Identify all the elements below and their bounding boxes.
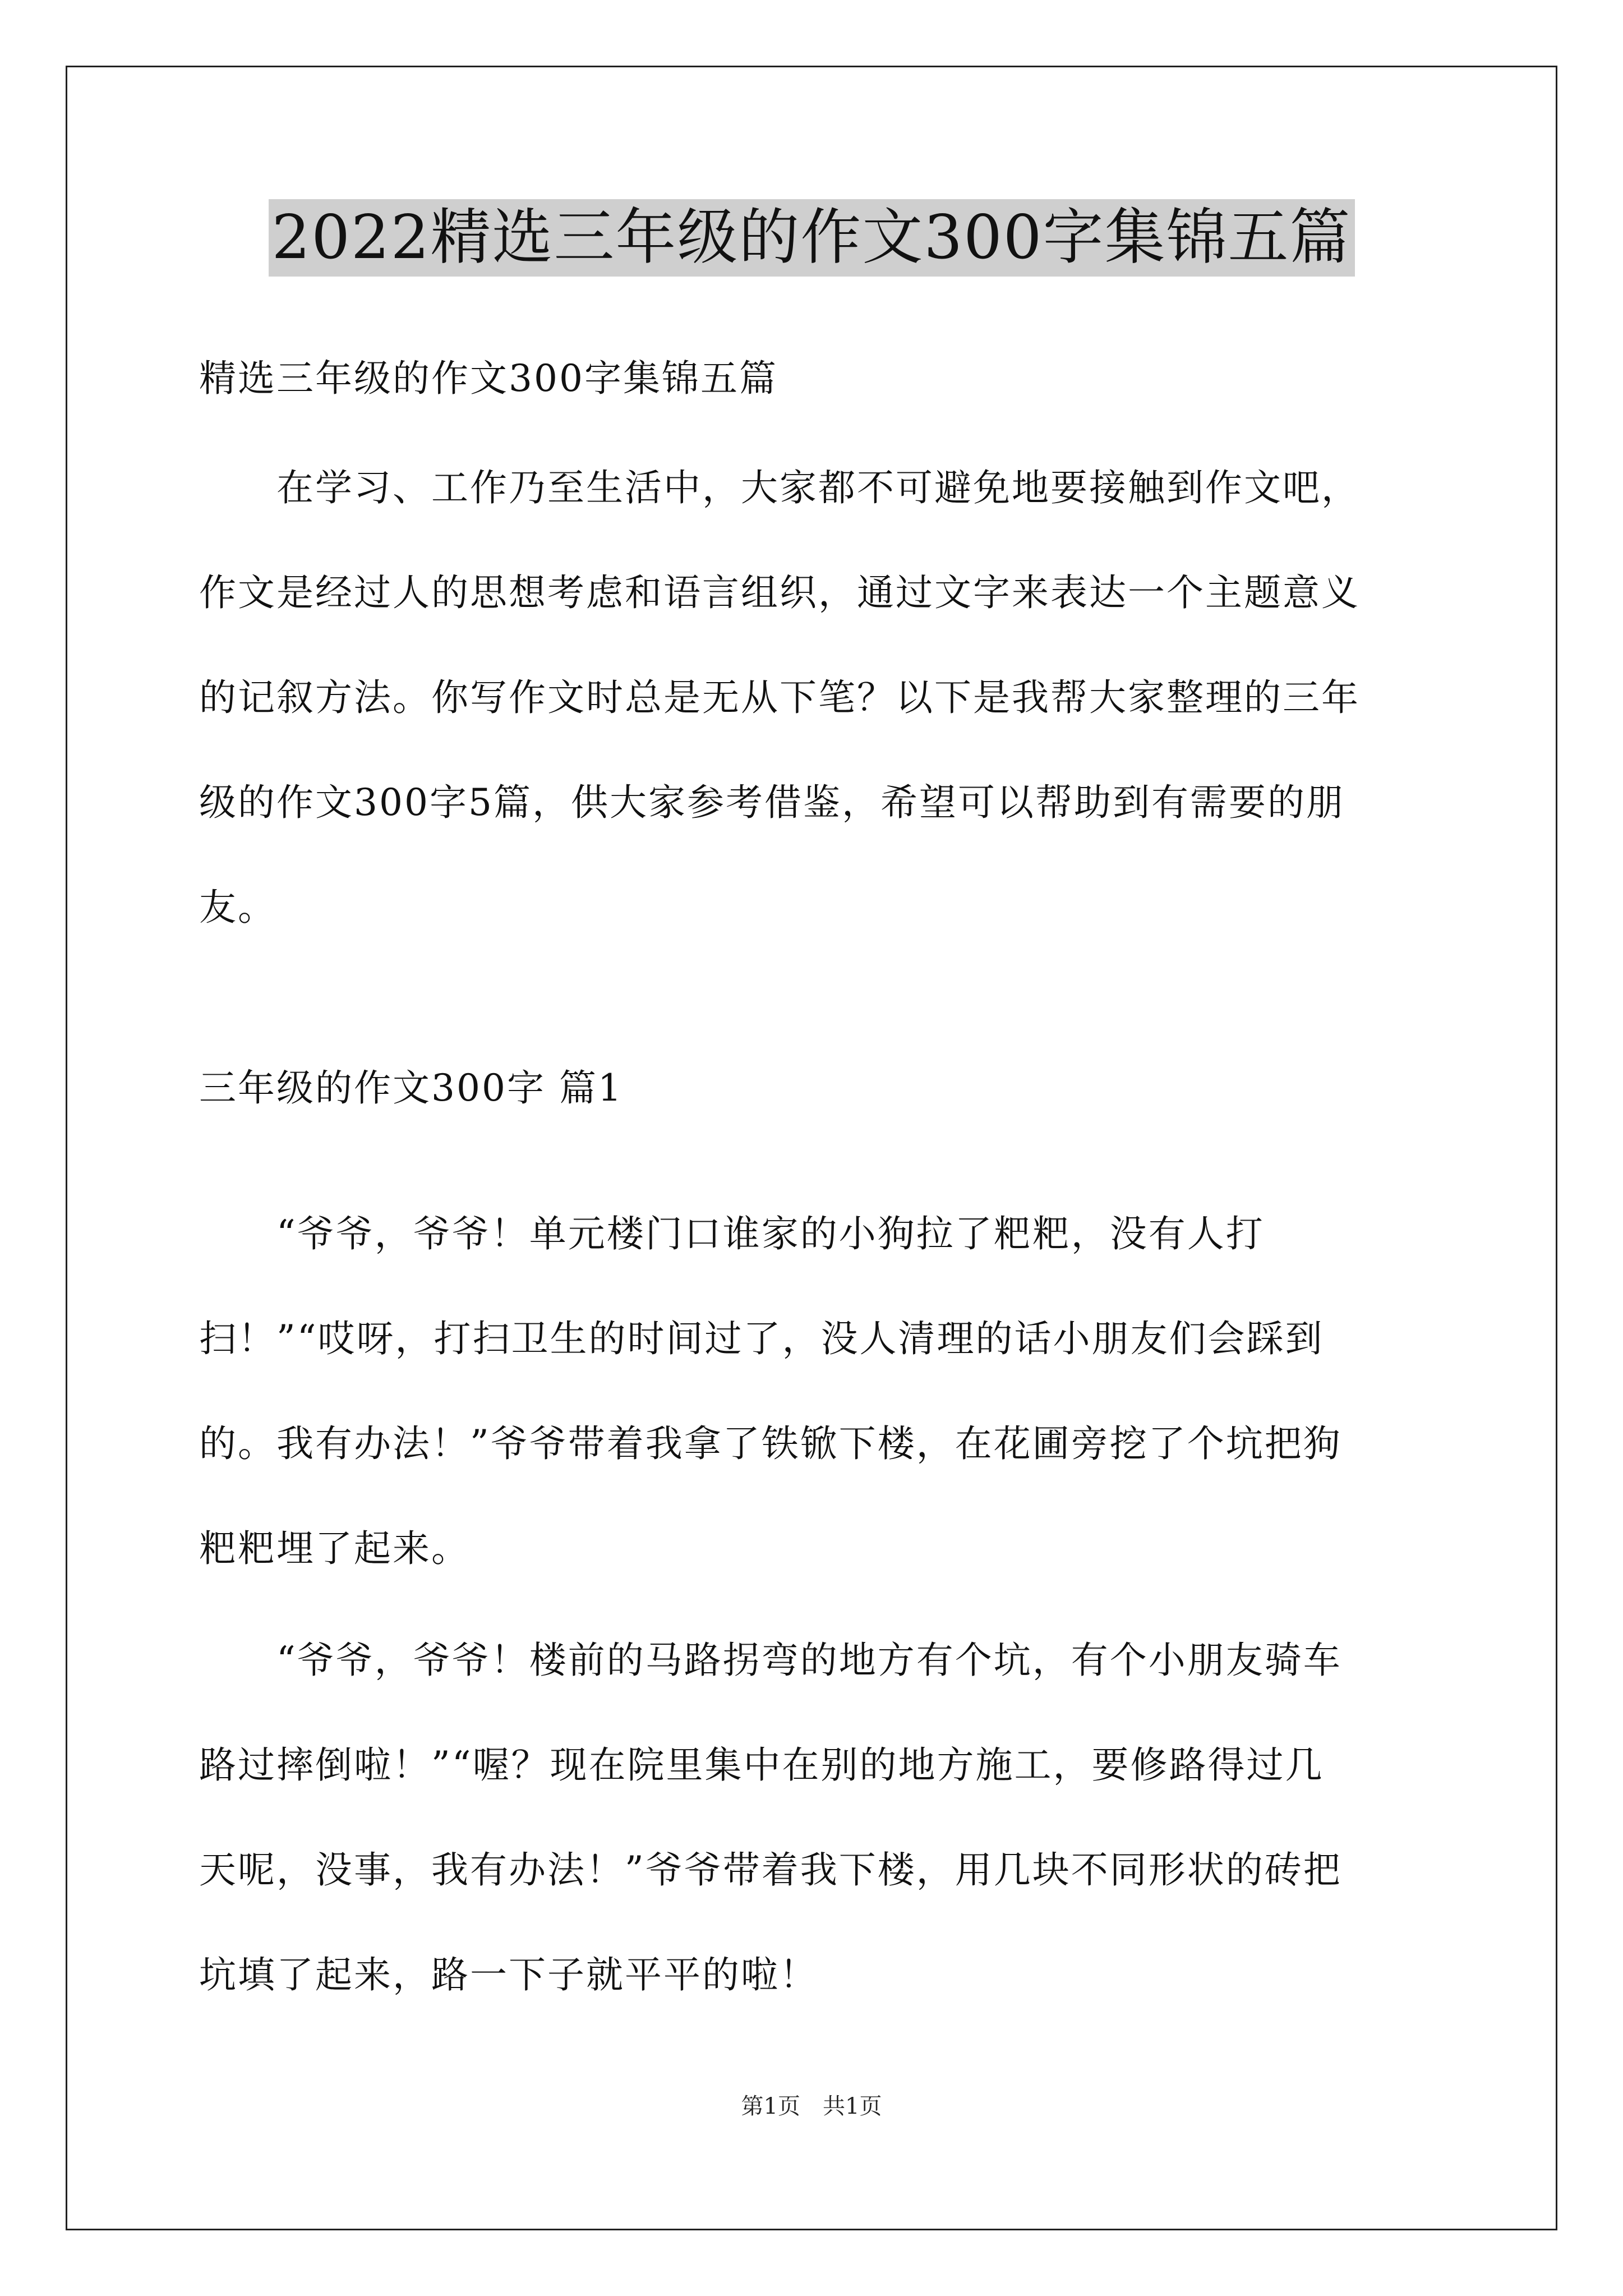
para2-line-3: 天呢，没事，我有办法！”爷爷带着我下楼，用几块不同形状的砖把 [199, 1848, 1342, 1892]
para1-line-1: “爷爷，爷爷！单元楼门口谁家的小狗拉了粑粑，没有人打 [199, 1212, 1265, 1255]
document-title: 2022精选三年级的作文300字集锦五篇 [269, 199, 1355, 277]
intro-line-2: 作文是经过人的思想考虑和语言组织，通过文字来表达一个主题意义 [199, 571, 1360, 614]
intro-line-5: 友。 [199, 886, 276, 929]
para1-line-4: 粑粑埋了起来。 [199, 1527, 470, 1570]
intro-line-1: 在学习、工作乃至生活中，大家都不可避免地要接触到作文吧， [199, 466, 1360, 509]
title-wrap [0, 199, 1623, 277]
page-number-total: 共1页 [823, 2093, 882, 2119]
para2-line-4: 坑填了起来，路一下子就平平的啦！ [199, 1953, 818, 1996]
section-heading: 三年级的作文300字 篇1 [199, 1066, 623, 1110]
para1-line-2: 扫！”“哎呀，打扫卫生的时间过了，没人清理的话小朋友们会踩到 [199, 1317, 1324, 1360]
para2-line-2: 路过摔倒啦！”“喔？现在院里集中在别的地方施工，要修路得过几 [199, 1743, 1324, 1787]
document-subtitle: 精选三年级的作文300字集锦五篇 [199, 357, 778, 400]
page-footer [0, 2092, 1623, 2120]
para2-line-1: “爷爷，爷爷！楼前的马路拐弯的地方有个坑，有个小朋友骑车 [199, 1639, 1342, 1682]
intro-line-4: 级的作文300字5篇，供大家参考借鉴，希望可以帮助到有需要的朋 [199, 781, 1345, 824]
para1-line-3: 的。我有办法！”爷爷带着我拿了铁锨下楼，在花圃旁挖了个坑把狗 [199, 1422, 1342, 1465]
intro-line-3: 的记叙方法。你写作文时总是无从下笔？以下是我帮大家整理的三年 [199, 676, 1360, 719]
page-number-current: 第1页 [741, 2093, 800, 2119]
